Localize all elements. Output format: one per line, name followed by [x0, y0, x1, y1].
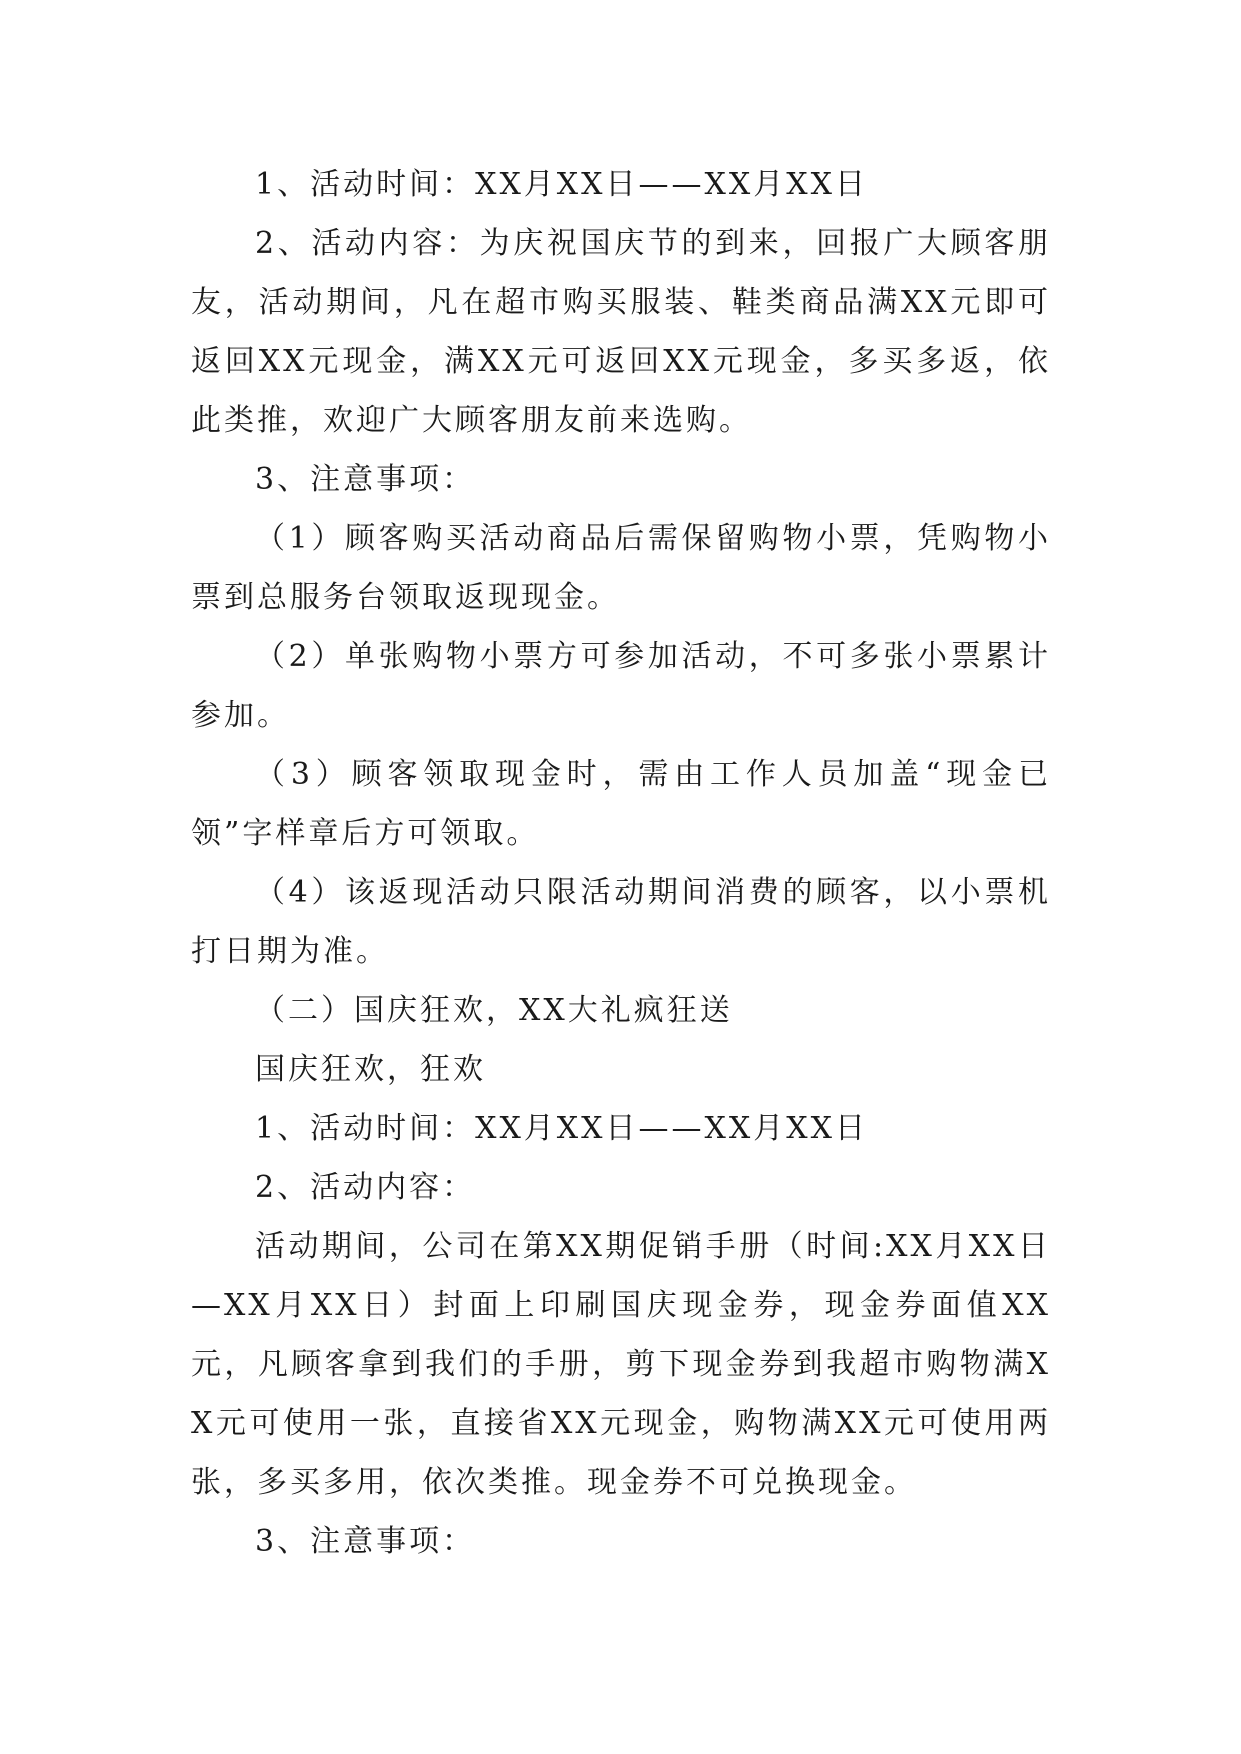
paragraph-activity-content-heading-2: 2、活动内容：: [255, 1170, 476, 1205]
paragraph-subtitle: 国庆狂欢，狂欢: [255, 1052, 486, 1087]
paragraph-section-heading-2: （二）国庆狂欢，XX大礼疯狂送: [255, 993, 733, 1028]
paragraph-activity-content-1: 2、活动内容：为庆祝国庆节的到来，回报广大顾客朋友，活动期间，凡在超市购买服装、鞋类商品满XX元即可返回XX元现金，满XX元可返回XX元现金，多买多返，依此类推，欢迎广大顾客朋友前来选购。: [191, 226, 1051, 438]
paragraph-notes-heading-2: 3、注意事项：: [255, 1524, 476, 1559]
paragraph-activity-time-1: 1、活动时间：XX月XX日——XX月XX日: [255, 167, 868, 202]
paragraph-activity-content-2: 活动期间，公司在第XX期促销手册（时间:XX月XX日—XX月XX日）封面上印刷国庆现金券，现金券面值XX元，凡顾客拿到我们的手册，剪下现金券到我超市购物满XX元可使用一张，直接省XX元现金，购物满XX元可使用两张，多买多用，依次类推。现金券不可兑换现金。: [191, 1229, 1051, 1500]
paragraph-activity-time-2: 1、活动时间：XX月XX日——XX月XX日: [255, 1111, 868, 1146]
document-body: [191, 155, 1051, 1571]
paragraph-note-1: （1）顾客购买活动商品后需保留购物小票，凭购物小票到总服务台领取返现现金。: [191, 521, 1051, 615]
paragraph-note-3: （3）顾客领取现金时，需由工作人员加盖“现金已领”字样章后方可领取。: [191, 757, 1051, 851]
paragraph-note-4: （4）该返现活动只限活动期间消费的顾客，以小票机打日期为准。: [191, 875, 1051, 969]
paragraph-note-2: （2）单张购物小票方可参加活动，不可多张小票累计参加。: [191, 639, 1051, 733]
paragraph-notes-heading-1: 3、注意事项：: [255, 462, 476, 497]
